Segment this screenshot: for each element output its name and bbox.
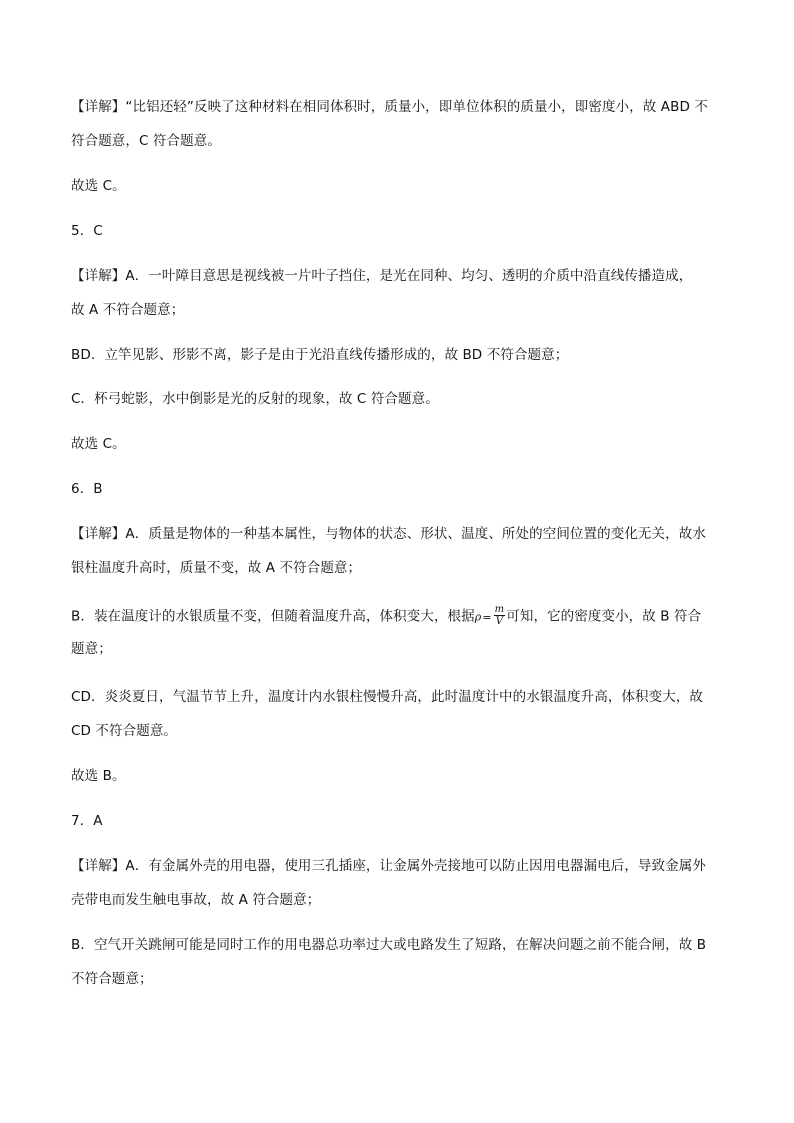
paragraph-line: 【详解】“比铝还轻”反映了这种材料在相同体积时，质量小，即单位体积的质量小，即密度小，故 ABD 不 <box>71 99 708 115</box>
formula-tail-text: 可知，它的密度变小，故 B 符合 <box>506 608 702 625</box>
paragraph-line-with-formula <box>71 605 701 628</box>
paragraph-line: CD．炎炎夏日，气温节节上升，温度计内水银柱慢慢升高，此时温度计中的水银温度升高，体积变大，故 <box>71 689 704 705</box>
paragraph-line: 故选 B。 <box>71 768 126 784</box>
paragraph-line: 符合题意，C 符合题意。 <box>71 133 221 149</box>
paragraph-line: 壳带电而发生触电事故，故 A 符合题意； <box>71 892 321 908</box>
fraction-numerator: m <box>494 604 505 615</box>
paragraph-line: C．杯弓蛇影，水中倒影是光的反射的现象，故 C 符合题意。 <box>71 391 439 407</box>
paragraph-line: 【详解】A．有金属外壳的用电器，使用三孔插座，让金属外壳接地可以防止因用电器漏电后，导致金属外 <box>71 858 706 874</box>
paragraph-line: 【详解】A．一叶障目意思是视线被一片叶子挡住，是光在同种、均匀、透明的介质中沿直线传播造成， <box>71 268 693 284</box>
paragraph-line: 故 A 不符合题意； <box>71 302 185 318</box>
formula-lead-text: B．装在温度计的水银质量不变，但随着温度升高，体积变大，根据 <box>71 608 475 625</box>
paragraph-line: 【详解】A．质量是物体的一种基本属性，与物体的状态、形状、温度、所处的空间位置的变化无关，故水 <box>71 526 706 542</box>
paragraph-line: B．空气开关跳闸可能是同时工作的用电器总功率过大或电路发生了短路，在解决问题之前不能合闸，故 B <box>71 937 707 953</box>
question-number: 7．A <box>71 813 103 829</box>
fraction-denominator: V <box>495 616 504 627</box>
equals-sign: = <box>482 610 492 624</box>
paragraph-line: CD 不符合题意。 <box>71 723 178 739</box>
paragraph-line: 故选 C。 <box>71 178 126 194</box>
paragraph-line: BD．立竿见影、形影不离，影子是由于光沿直线传播形成的，故 BD 不符合题意； <box>71 347 569 363</box>
paragraph-line: 银柱温度升高时，质量不变，故 A 不符合题意； <box>71 560 362 576</box>
density-fraction <box>494 604 506 627</box>
paragraph-line: 故选 C。 <box>71 436 126 452</box>
question-number: 5．C <box>71 223 103 239</box>
paragraph-line: 不符合题意； <box>71 971 153 987</box>
density-symbol: ρ <box>474 610 482 624</box>
paragraph-line: 题意； <box>71 641 112 657</box>
question-number: 6．B <box>71 481 103 497</box>
